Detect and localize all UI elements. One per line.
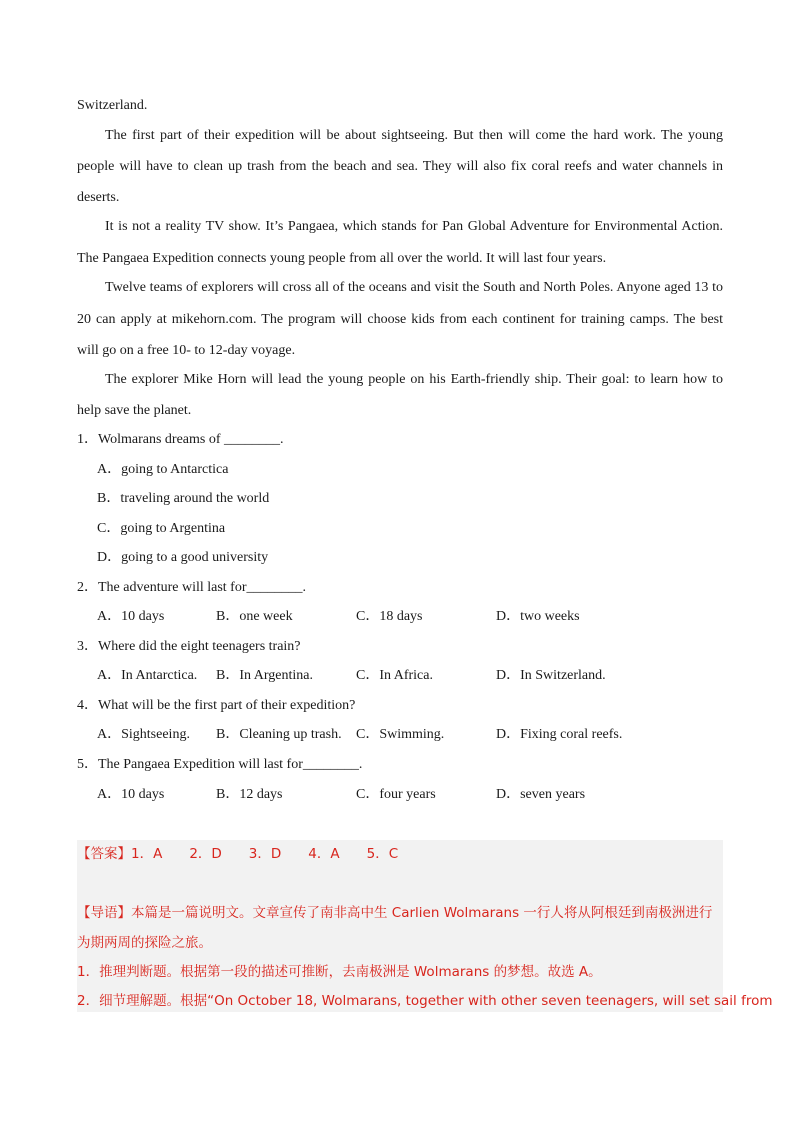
question-option: A．Sightseeing. [97,727,190,742]
question-option: A．10 days [97,787,165,802]
answer-key: 【答案】1．A 2．D 3．D 4．A 5．C [77,846,399,862]
question-option: C．18 days [356,609,423,624]
question-stem: 3．Where did the eight teenagers train? [77,639,301,654]
question-option: D．seven years [496,787,586,802]
passage-line: deserts. [77,190,120,205]
question-stem: 4．What will be the first part of their expedition? [77,698,356,713]
question-option: B．traveling around the world [97,491,270,506]
question-stem: 2．The adventure will last for________. [77,580,307,595]
question-option: B．In Argentina. [216,668,313,683]
passage-line: The first part of their expedition will be about sightseeing. But then will come the hard work. The young [105,128,723,143]
explanation-item: 1．推理判断题。根据第一段的描述可推断，去南极洲是 Wolmarans 的梦想。故选 A。 [77,964,602,980]
question-option: A．going to Antarctica [97,462,229,477]
passage-line: will go on a free 10- to 12-day voyage. [77,343,296,358]
question-option: C．going to Argentina [97,521,226,536]
question-option: B．Cleaning up trash. [216,727,342,742]
passage-line: The Pangaea Expedition connects young people from all over the world. It will last four years. [77,251,607,266]
question-option: C．In Africa. [356,668,433,683]
question-option: D．In Switzerland. [496,668,606,683]
passage-line: Switzerland. [77,98,148,113]
guide-intro: 为期两周的探险之旅。 [77,935,212,951]
question-option: A．In Antarctica. [97,668,198,683]
passage-line: 20 can apply at mikehorn.com. The program will choose kids from each continent for training camps. The best [77,312,723,327]
question-option: C．four years [356,787,436,802]
passage-line: help save the planet. [77,403,192,418]
question-option: C．Swimming. [356,727,445,742]
question-stem: 1．Wolmarans dreams of ________. [77,432,284,447]
passage-line: The explorer Mike Horn will lead the young people on his Earth-friendly ship. Their goal: to learn how to [105,372,723,387]
passage-line: It is not a reality TV show. It’s Pangaea, which stands for Pan Global Adventure for Environmental Action. [105,219,723,234]
question-option: D．Fixing coral reefs. [496,727,623,742]
question-option: B．12 days [216,787,283,802]
passage-line: Twelve teams of explorers will cross all of the oceans and visit the South and North Poles. Anyone aged 13 to [105,280,723,295]
passage-line: people will have to clean up trash from the beach and sea. They will also fix coral reefs and water channels in [77,159,723,174]
answer-section [77,840,723,1012]
explanation-item: 2．细节理解题。根据“On October 18, Wolmarans, together with other seven teenagers, will set sail from [77,993,773,1009]
question-option: B．one week [216,609,293,624]
guide-intro: 【导语】本篇是一篇说明文。文章宣传了南非高中生 Carlien Wolmarans 一行人将从阿根廷到南极洲进行 [77,905,713,921]
question-option: D．going to a good university [97,550,269,565]
question-option: D．two weeks [496,609,580,624]
question-stem: 5．The Pangaea Expedition will last for________. [77,757,363,772]
question-option: A．10 days [97,609,165,624]
